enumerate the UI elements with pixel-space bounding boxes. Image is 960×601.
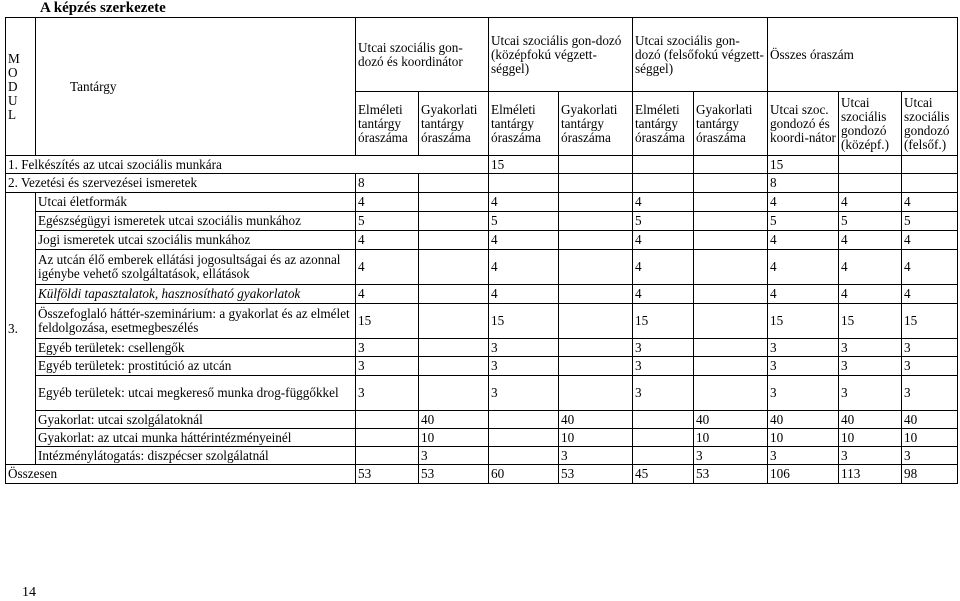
mid-practice-cell — [559, 339, 633, 357]
totals-total-higher: 98 — [902, 465, 958, 484]
coordinator-theory-cell — [356, 447, 419, 465]
mid-practice-cell: 40 — [559, 411, 633, 429]
coordinator-theory-cell: 4 — [356, 285, 419, 304]
total-mid-header: Utcai szociális gondozó (középf.) — [839, 92, 902, 156]
subject-cell: Az utcán élő emberek ellátási jogosultságai és az azonnal igénybe vehető szolgáltatások, ellátások — [36, 250, 356, 285]
coordinator-practice-cell: 10 — [419, 429, 489, 447]
module-3-row — [6, 411, 958, 429]
coordinator-practice-cell — [419, 357, 489, 376]
subject-cell: Egyéb területek: csellengők — [36, 339, 356, 357]
mid-theory-cell: 3 — [489, 357, 559, 376]
higher-theory-cell: 4 — [633, 231, 694, 250]
total-coordinator-cell: 3 — [768, 447, 839, 465]
higher-practice-cell — [694, 212, 768, 231]
total-higher-cell: 10 — [902, 429, 958, 447]
module-2-total: 8 — [768, 174, 839, 193]
mid-group-header: Utcai szociális gon-dozó (középfokú végzett-séggel) — [489, 18, 633, 92]
module-3-row — [6, 339, 958, 357]
coordinator-practice-cell — [419, 250, 489, 285]
coordinator-theory-cell: 3 — [356, 339, 419, 357]
total-mid-cell: 40 — [839, 411, 902, 429]
mid-theory-cell: 4 — [489, 193, 559, 212]
total-coordinator-cell: 15 — [768, 304, 839, 339]
module-1-total: 15 — [768, 156, 839, 174]
mid-theory-cell: 4 — [489, 285, 559, 304]
mid-theory-cell — [489, 429, 559, 447]
totals-coordinator-practice: 53 — [419, 465, 489, 484]
modul-header: M O D U L — [6, 18, 36, 156]
higher-practice-cell — [694, 285, 768, 304]
mid-practice-cell: 10 — [559, 429, 633, 447]
coordinator-theory-cell: 5 — [356, 212, 419, 231]
higher-practice-cell: 10 — [694, 429, 768, 447]
total-higher-cell: 3 — [902, 357, 958, 376]
mid-practice-cell — [559, 250, 633, 285]
total-higher-cell: 4 — [902, 231, 958, 250]
totals-total-mid: 113 — [839, 465, 902, 484]
coordinator-practice-cell: 3 — [419, 447, 489, 465]
total-coordinator-cell: 4 — [768, 231, 839, 250]
module-3-row — [6, 250, 958, 285]
total-mid-cell: 4 — [839, 285, 902, 304]
higher-theory-cell: 3 — [633, 376, 694, 411]
total-higher-cell: 4 — [902, 285, 958, 304]
module-1-label: 1. Felkészítés az utcai szociális munkára — [6, 156, 489, 174]
total-coordinator-cell: 10 — [768, 429, 839, 447]
page-number: 14 — [22, 585, 36, 600]
coordinator-practice-cell: 40 — [419, 411, 489, 429]
totals-label: Összesen — [6, 465, 356, 484]
higher-practice-cell — [694, 357, 768, 376]
higher-practice-cell — [694, 231, 768, 250]
coordinator-theory-cell: 3 — [356, 357, 419, 376]
mid-theory-header: Elméleti tantárgy óraszáma — [489, 92, 559, 156]
subject-cell: Külföldi tapasztalatok, hasznosítható gyakorlatok — [36, 285, 356, 304]
total-higher-cell: 4 — [902, 250, 958, 285]
higher-theory-cell: 3 — [633, 357, 694, 376]
total-higher-cell: 40 — [902, 411, 958, 429]
total-mid-cell: 3 — [839, 447, 902, 465]
module-3-row — [6, 447, 958, 465]
higher-practice-cell — [694, 250, 768, 285]
total-coordinator-cell: 3 — [768, 357, 839, 376]
totals-higher-theory: 45 — [633, 465, 694, 484]
coordinator-theory-cell — [356, 429, 419, 447]
higher-theory-cell: 4 — [633, 285, 694, 304]
total-higher-cell: 3 — [902, 376, 958, 411]
higher-practice-header: Gyakorlati tantárgy óraszáma — [694, 92, 768, 156]
total-coordinator-cell: 40 — [768, 411, 839, 429]
coordinator-theory-cell: 4 — [356, 250, 419, 285]
module-3-row — [6, 231, 958, 250]
higher-theory-cell — [633, 447, 694, 465]
higher-theory-cell: 4 — [633, 250, 694, 285]
coordinator-practice-cell — [419, 376, 489, 411]
coordinator-theory-header: Elméleti tantárgy óraszáma — [356, 92, 419, 156]
higher-practice-cell: 3 — [694, 447, 768, 465]
subject-cell: Gyakorlat: utcai szolgálatoknál — [36, 411, 356, 429]
module-3-row — [6, 429, 958, 447]
module-1-mid-theory: 15 — [489, 156, 559, 174]
coordinator-practice-cell — [419, 231, 489, 250]
subject-cell: Egyéb területek: utcai megkereső munka drog-függőkkel — [36, 376, 356, 411]
subject-cell: Gyakorlat: az utcai munka háttérintézményeinél — [36, 429, 356, 447]
higher-practice-cell — [694, 376, 768, 411]
higher-practice-cell — [694, 304, 768, 339]
coordinator-theory-cell — [356, 411, 419, 429]
higher-practice-cell — [694, 339, 768, 357]
coordinator-practice-cell — [419, 304, 489, 339]
mid-practice-cell — [559, 304, 633, 339]
module-1-row — [6, 156, 958, 174]
module-3-row — [6, 285, 958, 304]
total-higher-header: Utcai szociális gondozó (felsőf.) — [902, 92, 958, 156]
totals-higher-practice: 53 — [694, 465, 768, 484]
mid-practice-cell — [559, 231, 633, 250]
mid-theory-cell: 3 — [489, 339, 559, 357]
total-mid-cell: 3 — [839, 357, 902, 376]
total-group-header: Összes óraszám — [768, 18, 958, 92]
module-2-label: 2. Vezetési és szervezései ismeretek — [6, 174, 356, 193]
coordinator-practice-cell — [419, 339, 489, 357]
subject-cell: Egyéb területek: prostitúció az utcán — [36, 357, 356, 376]
mid-practice-cell: 3 — [559, 447, 633, 465]
totals-coordinator-theory: 53 — [356, 465, 419, 484]
coordinator-theory-cell: 3 — [356, 376, 419, 411]
total-coordinator-cell: 3 — [768, 339, 839, 357]
subject-cell: Összefoglaló háttér-szeminárium: a gyakorlat és az elmélet feldolgozása, esetmegbeszélés — [36, 304, 356, 339]
module-3-row — [6, 212, 958, 231]
higher-group-header: Utcai szociális gon-dozó (felsőfokú végzett-séggel) — [633, 18, 768, 92]
total-mid-cell: 4 — [839, 193, 902, 212]
higher-theory-cell: 5 — [633, 212, 694, 231]
coordinator-practice-header: Gyakorlati tantárgy óraszáma — [419, 92, 489, 156]
total-higher-cell: 5 — [902, 212, 958, 231]
mid-practice-cell — [559, 357, 633, 376]
coordinator-group-header: Utcai szociális gon-dozó és koordinátor — [356, 18, 489, 92]
subject-cell: Utcai életformák — [36, 193, 356, 212]
module-3-row — [6, 357, 958, 376]
module-2-coordinator-theory: 8 — [356, 174, 419, 193]
totals-mid-practice: 53 — [559, 465, 633, 484]
mid-theory-cell: 15 — [489, 304, 559, 339]
mid-theory-cell — [489, 447, 559, 465]
subject-cell: Jogi ismeretek utcai szociális munkához — [36, 231, 356, 250]
total-coordinator-cell: 3 — [768, 376, 839, 411]
coordinator-theory-cell: 4 — [356, 231, 419, 250]
total-coordinator-cell: 5 — [768, 212, 839, 231]
subject-header: Tantárgy — [36, 18, 356, 156]
mid-practice-header: Gyakorlati tantárgy óraszáma — [559, 92, 633, 156]
mid-theory-cell: 3 — [489, 376, 559, 411]
coordinator-practice-cell — [419, 212, 489, 231]
total-mid-cell: 3 — [839, 376, 902, 411]
mid-theory-cell: 4 — [489, 250, 559, 285]
mid-theory-cell — [489, 411, 559, 429]
higher-theory-cell — [633, 429, 694, 447]
total-higher-cell: 15 — [902, 304, 958, 339]
coordinator-theory-cell: 15 — [356, 304, 419, 339]
subject-cell: Intézménylátogatás: diszpécser szolgálatnál — [36, 447, 356, 465]
total-coordinator-cell: 4 — [768, 250, 839, 285]
total-higher-cell: 3 — [902, 339, 958, 357]
total-mid-cell: 15 — [839, 304, 902, 339]
totals-mid-theory: 60 — [489, 465, 559, 484]
higher-practice-cell — [694, 193, 768, 212]
higher-theory-cell: 4 — [633, 193, 694, 212]
coordinator-practice-cell — [419, 193, 489, 212]
total-mid-cell: 10 — [839, 429, 902, 447]
total-higher-cell: 3 — [902, 447, 958, 465]
total-mid-cell: 3 — [839, 339, 902, 357]
module-3-row — [6, 193, 958, 212]
mid-practice-cell — [559, 212, 633, 231]
total-mid-cell: 4 — [839, 231, 902, 250]
total-mid-cell: 4 — [839, 250, 902, 285]
total-coordinator-cell: 4 — [768, 285, 839, 304]
total-coordinator-header: Utcai szoc. gondozó és koordi-nátor — [768, 92, 839, 156]
mid-practice-cell — [559, 285, 633, 304]
structure-table — [5, 17, 958, 484]
coordinator-theory-cell: 4 — [356, 193, 419, 212]
higher-theory-cell: 15 — [633, 304, 694, 339]
higher-theory-header: Elméleti tantárgy óraszáma — [633, 92, 694, 156]
higher-theory-cell: 3 — [633, 339, 694, 357]
mid-theory-cell: 4 — [489, 231, 559, 250]
mid-practice-cell — [559, 376, 633, 411]
total-coordinator-cell: 4 — [768, 193, 839, 212]
coordinator-practice-cell — [419, 285, 489, 304]
mid-theory-cell: 5 — [489, 212, 559, 231]
module-2-row — [6, 174, 958, 193]
totals-total-coordinator: 106 — [768, 465, 839, 484]
total-higher-cell: 4 — [902, 193, 958, 212]
module-3-row — [6, 304, 958, 339]
module-3-row — [6, 376, 958, 411]
module-3-number: 3. — [6, 193, 36, 465]
higher-theory-cell — [633, 411, 694, 429]
total-mid-cell: 5 — [839, 212, 902, 231]
subject-cell: Egészségügyi ismeretek utcai szociális munkához — [36, 212, 356, 231]
higher-practice-cell: 40 — [694, 411, 768, 429]
mid-practice-cell — [559, 193, 633, 212]
page-title: A képzés szerkezete — [40, 0, 166, 16]
totals-row — [6, 465, 958, 484]
